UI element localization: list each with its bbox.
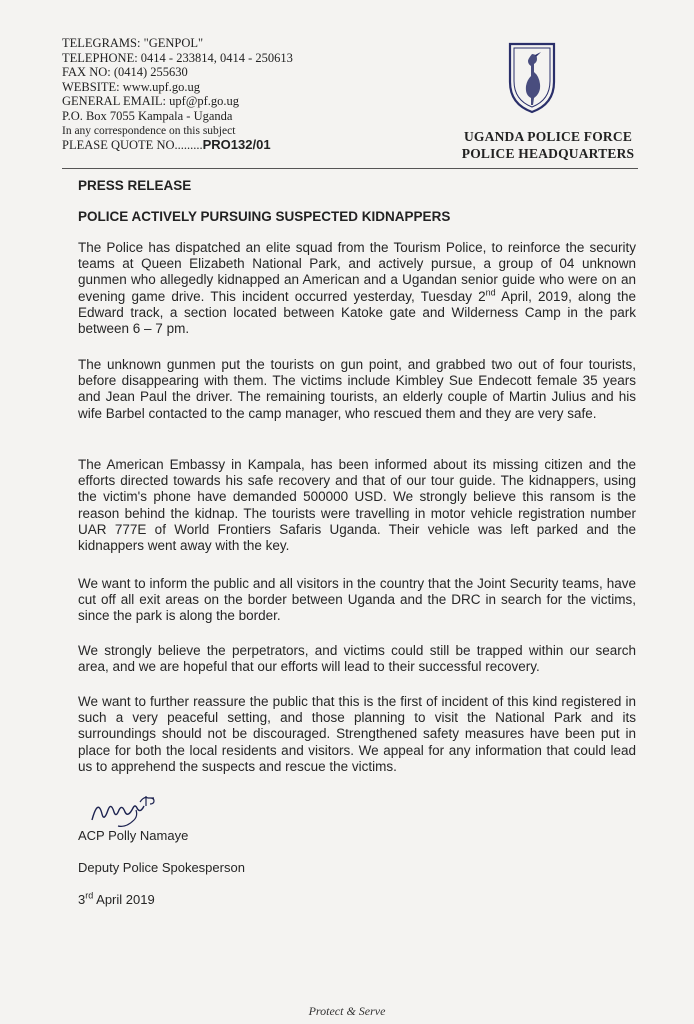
website-line: WEBSITE: www.upf.go.ug <box>62 79 201 94</box>
pobox-line: P.O. Box 7055 Kampala - Uganda <box>62 108 233 123</box>
paragraph-1-superscript: nd <box>485 287 496 298</box>
correspondence-line: In any correspondence on this subject <box>62 124 236 137</box>
quote-reference: PRO132/01 <box>202 137 271 153</box>
quote-line <box>62 138 293 153</box>
release-title: POLICE ACTIVELY PURSUING SUSPECTED KIDNAPPERS <box>78 209 451 224</box>
date-superscript: rd <box>85 890 94 901</box>
paragraph-1-text-a: The Police has dispatched an elite squad from the Tourism Police, to reinforce the security teams at Queen Elizabeth National Park, and actively pursue, a group of 04 unknown gunmen who allegedly kidnapped an American and a Ugandan senior guide who were on an evening game drive. This incident occurred yesterday, Tuesday 2 <box>78 240 636 304</box>
organization-name <box>458 128 638 162</box>
paragraph-6: We want to further reassure the public that this is the first of incident of this kind registered in such a very peaceful setting, and those planning to visit the National Park and its surroundings should not be discouraged. Strengthened safety measures have been put in place for both the local residents and visitors. We appeal for any information that could lead us to apprehend the suspects and rescue the victims. <box>78 694 636 774</box>
quote-label: PLEASE QUOTE NO......... <box>62 138 203 153</box>
paragraph-2: The unknown gunmen put the tourists on gun point, and grabbed two out of four tourists, before disappearing with them. The victims include Kimbley Sue Endecott female 35 years and Jean Paul the driver. The remaining tourists, an elderly couple of Martin Julius and his wife Barbel contacted to the camp manager, who rescued them and they are very safe. <box>78 357 636 421</box>
date-rest: April 2019 <box>93 892 155 907</box>
contact-block <box>62 36 293 153</box>
paragraph-4: We want to inform the public and all visitors in the country that the Joint Security teams, have cut off all exit areas on the border between Uganda and the DRC in search for the victims, since the park is along the border. <box>78 576 636 624</box>
paragraph-1 <box>78 240 636 337</box>
release-date <box>78 892 155 907</box>
org-line-1: UGANDA POLICE FORCE <box>463 129 633 144</box>
fax-line: FAX NO: (0414) 255630 <box>62 65 188 80</box>
telegrams-line: TELEGRAMS: "GENPOL" <box>62 36 204 50</box>
telephone-line: TELEPHONE: 0414 - 233814, 0414 - 250613 <box>62 50 293 65</box>
signatory-name: ACP Polly Namaye <box>78 828 189 843</box>
signatory-title: Deputy Police Spokesperson <box>78 860 245 875</box>
paragraph-3: The American Embassy in Kampala, has been informed about its missing citizen and the efforts directed towards his safe recovery and that of our tour guide. The kidnappers, using the victim's phone have demanded 500000 USD. We strongly believe this ransom is the reason behind the kidnap. The tourists were travelling in motor vehicle registration number UAR 777E of World Frontiers Safaris Uganda. Their vehicle was left parked and the kidnappers went away with the key. <box>78 457 636 554</box>
paragraph-1-text-b: April, 2019, along the Edward track, a section located between Katoke gate and Wilderness Camp in the park between 6 – 7 pm. <box>78 288 636 337</box>
header-divider <box>62 168 638 169</box>
paragraph-5: We strongly believe the perpetrators, and victims could still be trapped within our search area, and we are hopeful that our efforts will lead to their successful recovery. <box>78 643 636 675</box>
police-crest-icon <box>504 38 560 114</box>
footer-motto: Protect & Serve <box>308 1004 386 1018</box>
date-day: 3 <box>78 892 86 907</box>
press-release-label: PRESS RELEASE <box>78 178 192 193</box>
email-line: GENERAL EMAIL: upf@pf.go.ug <box>62 94 239 109</box>
org-line-2: POLICE HEADQUARTERS <box>461 146 635 161</box>
